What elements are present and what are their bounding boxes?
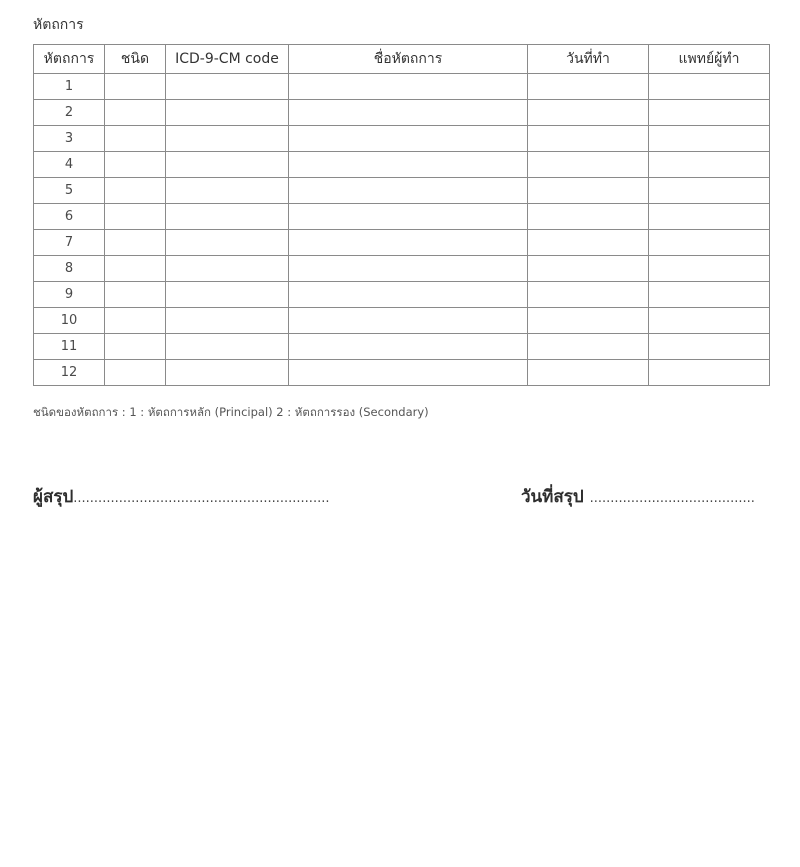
- cell-date[interactable]: [528, 204, 649, 230]
- cell-icd-code[interactable]: [166, 360, 289, 386]
- cell-type[interactable]: [105, 282, 166, 308]
- cell-type[interactable]: [105, 152, 166, 178]
- cell-procedure-name[interactable]: [289, 100, 528, 126]
- table-row: [34, 178, 770, 204]
- cell-icd-code[interactable]: [166, 256, 289, 282]
- cell-type[interactable]: [105, 334, 166, 360]
- cell-type[interactable]: [105, 204, 166, 230]
- header-type: ชนิด: [105, 45, 166, 74]
- summary-date: [521, 483, 755, 510]
- cell-physician[interactable]: [649, 126, 770, 152]
- row-number: 9: [34, 282, 105, 308]
- cell-procedure-name[interactable]: [289, 126, 528, 152]
- cell-type[interactable]: [105, 126, 166, 152]
- cell-date[interactable]: [528, 152, 649, 178]
- header-procedure: หัตถการ: [34, 45, 105, 74]
- cell-procedure-name[interactable]: [289, 334, 528, 360]
- row-number: 11: [34, 334, 105, 360]
- table-row: [34, 152, 770, 178]
- row-number: 5: [34, 178, 105, 204]
- cell-physician[interactable]: [649, 256, 770, 282]
- row-number: 7: [34, 230, 105, 256]
- cell-icd-code[interactable]: [166, 308, 289, 334]
- cell-icd-code[interactable]: [166, 204, 289, 230]
- procedure-table: [33, 44, 770, 386]
- summarizer-label: ผู้สรุป: [33, 487, 74, 507]
- table-row: [34, 334, 770, 360]
- cell-procedure-name[interactable]: [289, 230, 528, 256]
- cell-date[interactable]: [528, 230, 649, 256]
- table-row: [34, 74, 770, 100]
- cell-date[interactable]: [528, 256, 649, 282]
- row-number: 2: [34, 100, 105, 126]
- cell-physician[interactable]: [649, 360, 770, 386]
- cell-date[interactable]: [528, 308, 649, 334]
- row-number: 6: [34, 204, 105, 230]
- procedure-type-footnote: ชนิดของหัตถการ : 1 : หัตถการหลัก (Principal) 2 : หัตถการรอง (Secondary): [33, 405, 429, 419]
- cell-procedure-name[interactable]: [289, 308, 528, 334]
- cell-icd-code[interactable]: [166, 126, 289, 152]
- summary-date-label: วันที่สรุป: [521, 487, 584, 507]
- header-icd-code: ICD-9-CM code: [166, 45, 289, 74]
- cell-physician[interactable]: [649, 308, 770, 334]
- cell-date[interactable]: [528, 282, 649, 308]
- table-row: [34, 360, 770, 386]
- row-number: 8: [34, 256, 105, 282]
- table-row: [34, 308, 770, 334]
- header-physician: แพทย์ผู้ทำ: [649, 45, 770, 74]
- cell-physician[interactable]: [649, 152, 770, 178]
- cell-icd-code[interactable]: [166, 230, 289, 256]
- row-number: 10: [34, 308, 105, 334]
- cell-date[interactable]: [528, 100, 649, 126]
- table-header-row: [34, 45, 770, 74]
- cell-procedure-name[interactable]: [289, 74, 528, 100]
- table-row: [34, 256, 770, 282]
- cell-icd-code[interactable]: [166, 74, 289, 100]
- cell-type[interactable]: [105, 360, 166, 386]
- cell-type[interactable]: [105, 100, 166, 126]
- cell-physician[interactable]: [649, 204, 770, 230]
- cell-procedure-name[interactable]: [289, 360, 528, 386]
- cell-type[interactable]: [105, 74, 166, 100]
- cell-type[interactable]: [105, 230, 166, 256]
- row-number: 4: [34, 152, 105, 178]
- table-row: [34, 230, 770, 256]
- cell-icd-code[interactable]: [166, 178, 289, 204]
- cell-date[interactable]: [528, 178, 649, 204]
- cell-physician[interactable]: [649, 178, 770, 204]
- cell-procedure-name[interactable]: [289, 256, 528, 282]
- cell-icd-code[interactable]: [166, 334, 289, 360]
- cell-physician[interactable]: [649, 282, 770, 308]
- cell-icd-code[interactable]: [166, 282, 289, 308]
- cell-type[interactable]: [105, 256, 166, 282]
- header-procedure-name: ชื่อหัตถการ: [289, 45, 528, 74]
- cell-date[interactable]: [528, 74, 649, 100]
- table-row: [34, 282, 770, 308]
- cell-procedure-name[interactable]: [289, 204, 528, 230]
- row-number: 3: [34, 126, 105, 152]
- cell-physician[interactable]: [649, 74, 770, 100]
- cell-physician[interactable]: [649, 230, 770, 256]
- section-title: หัตถการ: [33, 17, 84, 33]
- summarizer-dotted-line[interactable]: ..............................................................: [73, 491, 330, 506]
- cell-type[interactable]: [105, 178, 166, 204]
- cell-date[interactable]: [528, 126, 649, 152]
- cell-physician[interactable]: [649, 334, 770, 360]
- header-date-performed: วันที่ทำ: [528, 45, 649, 74]
- cell-date[interactable]: [528, 334, 649, 360]
- cell-icd-code[interactable]: [166, 152, 289, 178]
- table-row: [34, 204, 770, 230]
- summarizer-signature: [33, 483, 329, 510]
- row-number: 12: [34, 360, 105, 386]
- table-row: [34, 100, 770, 126]
- cell-physician[interactable]: [649, 100, 770, 126]
- cell-procedure-name[interactable]: [289, 178, 528, 204]
- cell-type[interactable]: [105, 308, 166, 334]
- cell-procedure-name[interactable]: [289, 282, 528, 308]
- table-row: [34, 126, 770, 152]
- summary-date-dotted-line[interactable]: ........................................: [589, 491, 755, 506]
- cell-date[interactable]: [528, 360, 649, 386]
- cell-procedure-name[interactable]: [289, 152, 528, 178]
- row-number: 1: [34, 74, 105, 100]
- cell-icd-code[interactable]: [166, 100, 289, 126]
